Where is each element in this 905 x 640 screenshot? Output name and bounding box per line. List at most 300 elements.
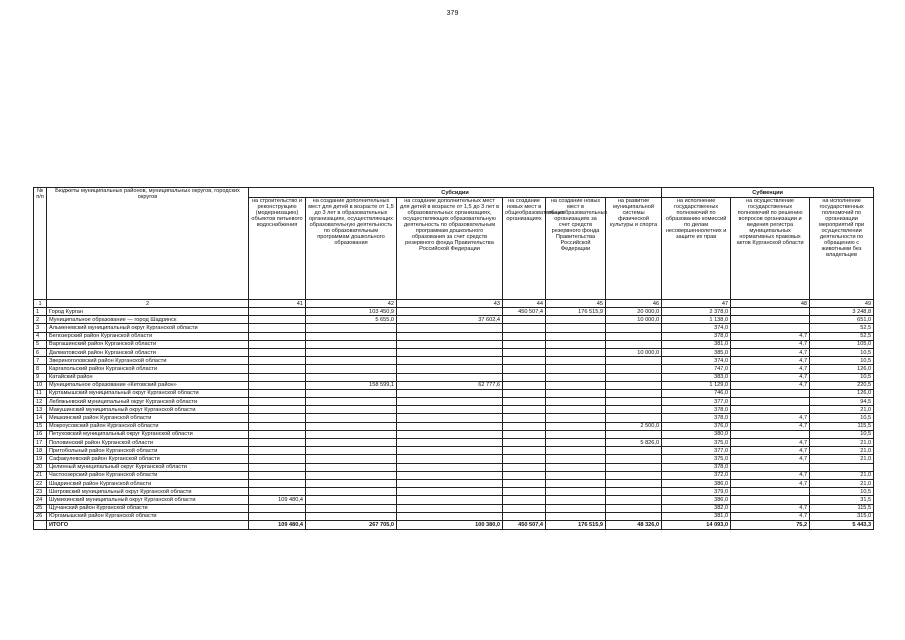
value-cell (503, 406, 546, 414)
header-col-47: на исполнение государственных полномочий по образованию комиссий по делам несовершеннолетних и защите их прав (662, 198, 731, 300)
value-cell: 10,5 (810, 373, 874, 381)
value-cell: 315,0 (810, 512, 874, 520)
value-cell: 21,0 (810, 406, 874, 414)
value-cell (249, 340, 306, 348)
value-cell (306, 488, 397, 496)
value-cell (306, 389, 397, 397)
value-cell: 4,7 (731, 381, 810, 389)
value-cell (306, 439, 397, 447)
value-cell (397, 439, 503, 447)
value-cell: 386,0 (662, 479, 731, 487)
row-number: 12 (34, 398, 47, 406)
municipality-name: Далматовский район Курганской области (47, 348, 249, 356)
value-cell (249, 488, 306, 496)
row-number: 22 (34, 479, 47, 487)
value-cell (249, 332, 306, 340)
value-cell (546, 357, 606, 365)
row-number: 2 (34, 316, 47, 324)
value-cell: 4,7 (731, 414, 810, 422)
value-cell: 10 000,0 (606, 316, 662, 324)
table-row (34, 504, 874, 512)
header-col-46: на развитие муниципальной системы физической культуры и спорта (606, 198, 662, 300)
total-cell: 100 380,0 (397, 520, 503, 529)
value-cell (306, 447, 397, 455)
municipality-name: Целинный муниципальный округ Курганской области (47, 463, 249, 471)
value-cell (731, 496, 810, 504)
municipality-name: Сафакулевский район Курганской области (47, 455, 249, 463)
value-cell (606, 340, 662, 348)
value-cell (306, 471, 397, 479)
value-cell (503, 357, 546, 365)
value-cell (503, 365, 546, 373)
index-cell: 46 (606, 300, 662, 308)
value-cell: 105,0 (810, 340, 874, 348)
value-cell (249, 422, 306, 430)
value-cell (503, 479, 546, 487)
value-cell: 379,0 (662, 488, 731, 496)
row-number: 11 (34, 389, 47, 397)
municipality-name: Шатровский муниципальный округ Курганской области (47, 488, 249, 496)
municipality-name: Мишкинский район Курганской области (47, 414, 249, 422)
value-cell: 21,0 (810, 455, 874, 463)
value-cell (249, 439, 306, 447)
value-cell (606, 398, 662, 406)
municipality-name: Каргапольский район Курганской области (47, 365, 249, 373)
value-cell (606, 406, 662, 414)
value-cell (397, 455, 503, 463)
value-cell (306, 406, 397, 414)
value-cell: 375,0 (662, 455, 731, 463)
index-row (34, 300, 874, 308)
row-number: 8 (34, 365, 47, 373)
value-cell (546, 439, 606, 447)
row-number: 10 (34, 381, 47, 389)
value-cell: 94,5 (810, 398, 874, 406)
value-cell: 4,7 (731, 512, 810, 520)
table-row (34, 422, 874, 430)
value-cell (810, 463, 874, 471)
municipality-name: Варгашинский район Курганской области (47, 340, 249, 348)
value-cell (306, 398, 397, 406)
value-cell: 21,0 (810, 439, 874, 447)
row-number: 5 (34, 340, 47, 348)
total-row (34, 520, 874, 529)
value-cell (503, 488, 546, 496)
value-cell (503, 398, 546, 406)
value-cell: 21,0 (810, 471, 874, 479)
value-cell (606, 430, 662, 438)
value-cell (397, 463, 503, 471)
value-cell (397, 471, 503, 479)
value-cell (397, 488, 503, 496)
table-row (34, 398, 874, 406)
table-row (34, 479, 874, 487)
value-cell (306, 340, 397, 348)
value-cell (397, 389, 503, 397)
value-cell: 4,7 (731, 455, 810, 463)
value-cell (606, 324, 662, 332)
row-number: 20 (34, 463, 47, 471)
value-cell (397, 406, 503, 414)
value-cell: 5 826,0 (606, 439, 662, 447)
row-number: 7 (34, 357, 47, 365)
value-cell: 376,0 (662, 422, 731, 430)
value-cell: 126,0 (810, 389, 874, 397)
value-cell: 386,0 (662, 496, 731, 504)
municipality-name: Город Курган (47, 308, 249, 316)
value-cell: 37 602,4 (397, 316, 503, 324)
total-cell: 176 515,9 (546, 520, 606, 529)
municipality-name: Петуховский муниципальный округ Курганской области (47, 430, 249, 438)
municipality-name: Куртамышский муниципальный округ Курганской области (47, 389, 249, 397)
municipality-name: Альменевский муниципальный округ Курганской области (47, 324, 249, 332)
header-no: № п/п (34, 188, 47, 300)
value-cell: 115,5 (810, 504, 874, 512)
value-cell (306, 463, 397, 471)
value-cell: 4,7 (731, 357, 810, 365)
value-cell: 220,5 (810, 381, 874, 389)
value-cell (546, 406, 606, 414)
value-cell (731, 406, 810, 414)
value-cell: 4,7 (731, 439, 810, 447)
index-cell: 45 (546, 300, 606, 308)
row-number: 6 (34, 348, 47, 356)
table-row (34, 414, 874, 422)
value-cell (546, 324, 606, 332)
value-cell: 380,0 (662, 430, 731, 438)
value-cell (503, 504, 546, 512)
municipality-name: Лебяжьевский муниципальный округ Курганской области (47, 398, 249, 406)
value-cell (503, 496, 546, 504)
value-cell: 10,5 (810, 357, 874, 365)
table-row (34, 381, 874, 389)
header-col-41: на строительство и реконструкцию (модернизацию) объектов питьевого водоснабжения (249, 198, 306, 300)
index-cell: 42 (306, 300, 397, 308)
table-row (34, 406, 874, 414)
value-cell (731, 389, 810, 397)
row-number: 16 (34, 430, 47, 438)
table-body (34, 308, 874, 521)
value-cell (249, 389, 306, 397)
value-cell (606, 332, 662, 340)
value-cell (397, 430, 503, 438)
value-cell (606, 414, 662, 422)
municipality-name: Муниципальное образование «Кетовский район» (47, 381, 249, 389)
value-cell (306, 430, 397, 438)
municipality-name: Муниципальное образование — город Шадринск (47, 316, 249, 324)
value-cell (546, 455, 606, 463)
value-cell: 21,0 (810, 479, 874, 487)
municipality-name: Макушинский муниципальный округ Курганской области (47, 406, 249, 414)
header-col-43: на создание дополнительных мест для детей в возрасте от 1,5 до 3 лет в образовательных организациях, осуществляющих образовательную деятельность по образовательным программам дошкольного образования за счет средств резервного фонда Правительства Российской Федерации (397, 198, 503, 300)
table-row (34, 447, 874, 455)
value-cell: 747,0 (662, 365, 731, 373)
value-cell: 4,7 (731, 348, 810, 356)
value-cell: 4,7 (731, 332, 810, 340)
table-row (34, 512, 874, 520)
value-cell: 1 129,0 (662, 381, 731, 389)
total-cell: 267 705,0 (306, 520, 397, 529)
row-number: 24 (34, 496, 47, 504)
header-col-48: на осуществление государственных полномочий по решению вопросов организации и ведения регистра муниципальных нормативных правовых актов Курганской области (731, 198, 810, 300)
value-cell (397, 447, 503, 455)
table-row (34, 348, 874, 356)
value-cell (249, 324, 306, 332)
value-cell (249, 512, 306, 520)
value-cell (249, 455, 306, 463)
value-cell (731, 316, 810, 324)
value-cell: 4,7 (731, 479, 810, 487)
value-cell (546, 373, 606, 381)
value-cell (731, 463, 810, 471)
value-cell (306, 357, 397, 365)
row-number: 4 (34, 332, 47, 340)
value-cell (249, 398, 306, 406)
value-cell: 62 777,6 (397, 381, 503, 389)
value-cell (546, 389, 606, 397)
table-row (34, 357, 874, 365)
value-cell (397, 398, 503, 406)
value-cell (397, 512, 503, 520)
value-cell (306, 455, 397, 463)
value-cell (503, 340, 546, 348)
row-number: 15 (34, 422, 47, 430)
value-cell (397, 422, 503, 430)
value-cell (249, 348, 306, 356)
index-cell: 44 (503, 300, 546, 308)
value-cell (397, 414, 503, 422)
header-col-45: на создание новых мест в общеобразовательных организациях за счет средств резервного фонда Правительства Российской Федерации (546, 198, 606, 300)
value-cell: 2 500,0 (606, 422, 662, 430)
municipality-name: Катайский район (47, 373, 249, 381)
total-cell: 109 480,4 (249, 520, 306, 529)
value-cell (731, 430, 810, 438)
table-row (34, 365, 874, 373)
value-cell (606, 381, 662, 389)
value-cell (546, 381, 606, 389)
total-cell: 450 507,4 (503, 520, 546, 529)
value-cell (306, 324, 397, 332)
value-cell: 4,7 (731, 471, 810, 479)
value-cell: 378,0 (662, 414, 731, 422)
value-cell (503, 439, 546, 447)
table-row (34, 488, 874, 496)
value-cell: 31,5 (810, 496, 874, 504)
value-cell: 651,0 (810, 316, 874, 324)
value-cell: 103 450,9 (306, 308, 397, 316)
value-cell (306, 373, 397, 381)
table-row (34, 430, 874, 438)
value-cell (397, 365, 503, 373)
value-cell: 10 000,0 (606, 348, 662, 356)
value-cell (731, 488, 810, 496)
value-cell: 4,7 (731, 422, 810, 430)
row-number: 1 (34, 308, 47, 316)
value-cell (503, 471, 546, 479)
budget-table (33, 187, 874, 530)
value-cell (546, 496, 606, 504)
value-cell (731, 398, 810, 406)
table-row (34, 340, 874, 348)
table-row (34, 316, 874, 324)
value-cell: 378,0 (662, 332, 731, 340)
value-cell (546, 332, 606, 340)
value-cell (546, 488, 606, 496)
value-cell: 374,0 (662, 324, 731, 332)
value-cell (306, 479, 397, 487)
municipality-name: Шумихинский муниципальный округ Курганской области (47, 496, 249, 504)
row-number: 13 (34, 406, 47, 414)
value-cell: 382,0 (662, 504, 731, 512)
value-cell (546, 479, 606, 487)
value-cell (306, 365, 397, 373)
value-cell (397, 373, 503, 381)
value-cell (249, 430, 306, 438)
value-cell: 3 248,8 (810, 308, 874, 316)
value-cell (546, 414, 606, 422)
value-cell (546, 365, 606, 373)
row-number: 17 (34, 439, 47, 447)
value-cell (397, 357, 503, 365)
row-number: 3 (34, 324, 47, 332)
value-cell (503, 422, 546, 430)
index-cell: 41 (249, 300, 306, 308)
value-cell (249, 406, 306, 414)
table-row (34, 471, 874, 479)
municipality-name: Юргамышский район Курганской области (47, 512, 249, 520)
value-cell (731, 324, 810, 332)
value-cell: 10,5 (810, 430, 874, 438)
value-cell (306, 348, 397, 356)
table-row (34, 373, 874, 381)
header-subsidies: Субсидии (249, 188, 662, 198)
value-cell: 21,0 (810, 447, 874, 455)
municipality-name: Шадринский район Курганской области (47, 479, 249, 487)
value-cell (606, 447, 662, 455)
municipality-name: Притобольный район Курганской области (47, 447, 249, 455)
municipality-name: Частоозерский район Курганской области (47, 471, 249, 479)
index-cell: 48 (731, 300, 810, 308)
value-cell (249, 479, 306, 487)
value-cell: 372,0 (662, 471, 731, 479)
value-cell (249, 357, 306, 365)
value-cell (503, 414, 546, 422)
value-cell: 374,0 (662, 357, 731, 365)
value-cell (249, 308, 306, 316)
row-number: 9 (34, 373, 47, 381)
value-cell (546, 512, 606, 520)
index-cell: 47 (662, 300, 731, 308)
value-cell: 377,0 (662, 398, 731, 406)
value-cell (249, 365, 306, 373)
table-row (34, 455, 874, 463)
value-cell (306, 504, 397, 512)
value-cell: 5 655,0 (306, 316, 397, 324)
value-cell (503, 463, 546, 471)
value-cell: 4,7 (731, 373, 810, 381)
index-cell: 43 (397, 300, 503, 308)
header-col-49: на исполнение государственных полномочий по организации мероприятий при осуществлении деятельности по обращению с животными без владельцев (810, 198, 874, 300)
value-cell (397, 308, 503, 316)
value-cell (503, 348, 546, 356)
value-cell (606, 479, 662, 487)
value-cell: 52,5 (810, 332, 874, 340)
value-cell (546, 463, 606, 471)
row-number: 18 (34, 447, 47, 455)
value-cell: 385,0 (662, 348, 731, 356)
index-cell: 49 (810, 300, 874, 308)
value-cell (546, 447, 606, 455)
value-cell (546, 348, 606, 356)
value-cell: 4,7 (731, 365, 810, 373)
value-cell (249, 463, 306, 471)
value-cell (546, 430, 606, 438)
value-cell: 375,0 (662, 439, 731, 447)
value-cell: 2 378,0 (662, 308, 731, 316)
value-cell (306, 332, 397, 340)
value-cell: 383,0 (662, 373, 731, 381)
row-number: 14 (34, 414, 47, 422)
value-cell (546, 504, 606, 512)
value-cell (249, 414, 306, 422)
value-cell (606, 455, 662, 463)
row-number: 26 (34, 512, 47, 520)
total-cell: 75,2 (731, 520, 810, 529)
value-cell (397, 340, 503, 348)
value-cell (249, 504, 306, 512)
value-cell (606, 496, 662, 504)
municipality-name: Звериноголовский район Курганской области (47, 357, 249, 365)
total-no-cell (34, 520, 47, 529)
value-cell (306, 422, 397, 430)
index-cell: 2 (47, 300, 249, 308)
value-cell (249, 381, 306, 389)
value-cell (249, 373, 306, 381)
value-cell (249, 316, 306, 324)
value-cell (546, 471, 606, 479)
value-cell (503, 381, 546, 389)
value-cell (397, 348, 503, 356)
value-cell: 10,5 (810, 488, 874, 496)
municipality-name: Белозерский район Курганской области (47, 332, 249, 340)
total-label: ИТОГО (47, 520, 249, 529)
value-cell (397, 324, 503, 332)
value-cell (503, 316, 546, 324)
value-cell: 4,7 (731, 504, 810, 512)
value-cell (503, 512, 546, 520)
table-row (34, 463, 874, 471)
value-cell (546, 340, 606, 348)
value-cell: 126,0 (810, 365, 874, 373)
value-cell (249, 471, 306, 479)
value-cell: 1 138,0 (662, 316, 731, 324)
row-number: 19 (34, 455, 47, 463)
table-row (34, 439, 874, 447)
header-name: Бюджеты муниципальных районов, муниципальных округов, городских округов (47, 188, 249, 300)
index-cell: 1 (34, 300, 47, 308)
value-cell: 4,7 (731, 447, 810, 455)
value-cell: 377,0 (662, 447, 731, 455)
value-cell (606, 365, 662, 373)
total-cell: 5 443,3 (810, 520, 874, 529)
value-cell: 450 507,4 (503, 308, 546, 316)
value-cell (503, 324, 546, 332)
page-number: 379 (446, 10, 459, 17)
value-cell (397, 332, 503, 340)
value-cell: 10,5 (810, 348, 874, 356)
value-cell (606, 488, 662, 496)
row-number: 23 (34, 488, 47, 496)
